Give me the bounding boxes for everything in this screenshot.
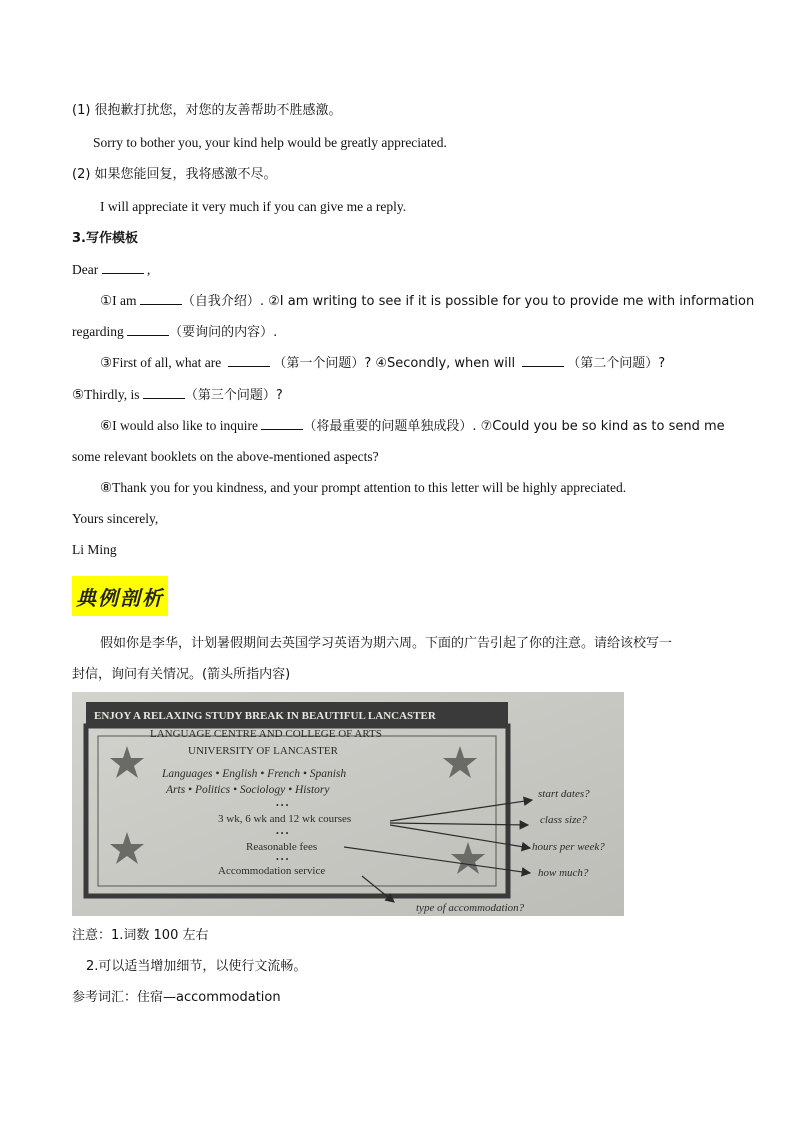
note-1: 注意：1.词数 100 左右 bbox=[72, 928, 209, 943]
section-banner bbox=[72, 576, 168, 616]
ad-org-line-2: UNIVERSITY OF LANCASTER bbox=[188, 745, 338, 757]
salutation-dear: Dear bbox=[72, 262, 99, 277]
text: ①I am bbox=[100, 293, 137, 308]
text: （第三个问题）? bbox=[184, 388, 283, 403]
blank bbox=[228, 355, 270, 367]
ad-languages: Languages • English • French • Spanish bbox=[162, 768, 347, 780]
template-line-3 bbox=[100, 355, 722, 372]
blank bbox=[140, 293, 182, 305]
blank bbox=[261, 418, 303, 430]
phrase-2-english: I will appreciate it very much if you can give me a reply. bbox=[100, 199, 407, 214]
ad-fees: Reasonable fees bbox=[246, 841, 318, 853]
ad-header: ENJOY A RELAXING STUDY BREAK IN BEAUTIFUL LANCASTER bbox=[94, 710, 436, 722]
ad-accommodation: Accommodation service bbox=[218, 865, 326, 877]
template-line-5 bbox=[100, 418, 725, 435]
text: （第二个问题）? bbox=[567, 356, 666, 371]
text: ⑥I would also like to inquire bbox=[100, 418, 258, 433]
section-banner-text: 典例剖析 bbox=[76, 585, 164, 610]
closing: Yours sincerely, bbox=[72, 511, 159, 526]
question-hours-per-week: hours per week? bbox=[532, 841, 605, 853]
text: （要询问的内容）. bbox=[169, 325, 278, 340]
advertisement-photo bbox=[72, 692, 624, 916]
advertisement-graphic bbox=[72, 692, 624, 916]
salutation-comma: , bbox=[146, 262, 151, 277]
blank bbox=[143, 387, 185, 399]
ad-org-line-1: LANGUAGE CENTRE AND COLLEGE OF ARTS bbox=[150, 728, 382, 740]
text: （自我介绍）. ②I am writing to see if it is possible for you to provide me with information bbox=[181, 294, 755, 309]
salutation bbox=[72, 262, 150, 278]
template-line-7: ⑧Thank you for you kindness, and your prompt attention to this letter will be highly appreciated. bbox=[100, 480, 627, 495]
text: ③First of all, what are bbox=[100, 355, 222, 370]
task-line-2: 封信，询问有关情况。(箭头所指内容) bbox=[72, 667, 291, 682]
template-line-2 bbox=[72, 324, 277, 341]
blank bbox=[522, 355, 564, 367]
note-2: 2.可以适当增加细节，以使行文流畅。 bbox=[86, 959, 307, 974]
ad-arts: Arts • Politics • Sociology • History bbox=[166, 784, 330, 796]
ad-courses: 3 wk, 6 wk and 12 wk courses bbox=[218, 813, 352, 825]
ad-dots: • • • bbox=[276, 801, 289, 810]
question-start-dates: start dates? bbox=[538, 788, 590, 800]
task-line-1: 假如你是李华，计划暑假期间去英国学习英语为期六周。下面的广告引起了你的注意。请给该校写一 bbox=[100, 636, 673, 651]
text: regarding bbox=[72, 324, 124, 339]
phrase-1-english: Sorry to bother you, your kind help would be greatly appreciated. bbox=[93, 135, 447, 150]
phrase-1-chinese: (1) 很抱歉打扰您，对您的友善帮助不胜感激。 bbox=[72, 103, 342, 118]
question-how-much: how much? bbox=[538, 867, 589, 879]
template-line-4 bbox=[72, 387, 283, 404]
ad-dots: • • • bbox=[276, 829, 289, 838]
template-heading: 3.写作模板 bbox=[72, 231, 138, 246]
question-class-size: class size? bbox=[540, 814, 587, 826]
ad-dots: • • • bbox=[276, 855, 289, 864]
vocab-note: 参考词汇：住宿—accommodation bbox=[72, 990, 281, 1005]
signature-name: Li Ming bbox=[72, 542, 117, 557]
text: ⑤Thirdly, is bbox=[72, 387, 140, 402]
text: （将最重要的问题单独成段）. ⑦Could you be so kind as to send me bbox=[303, 419, 725, 434]
text: （第一个问题）? ④Secondly, when will bbox=[273, 356, 516, 371]
blank bbox=[127, 324, 169, 336]
template-line-6: some relevant booklets on the above-mentioned aspects? bbox=[72, 449, 379, 464]
phrase-2-chinese: (2) 如果您能回复，我将感激不尽。 bbox=[72, 167, 277, 182]
question-type-of-accommodation: type of accommodation? bbox=[416, 902, 525, 914]
template-line-1 bbox=[100, 293, 755, 310]
blank bbox=[102, 262, 144, 274]
